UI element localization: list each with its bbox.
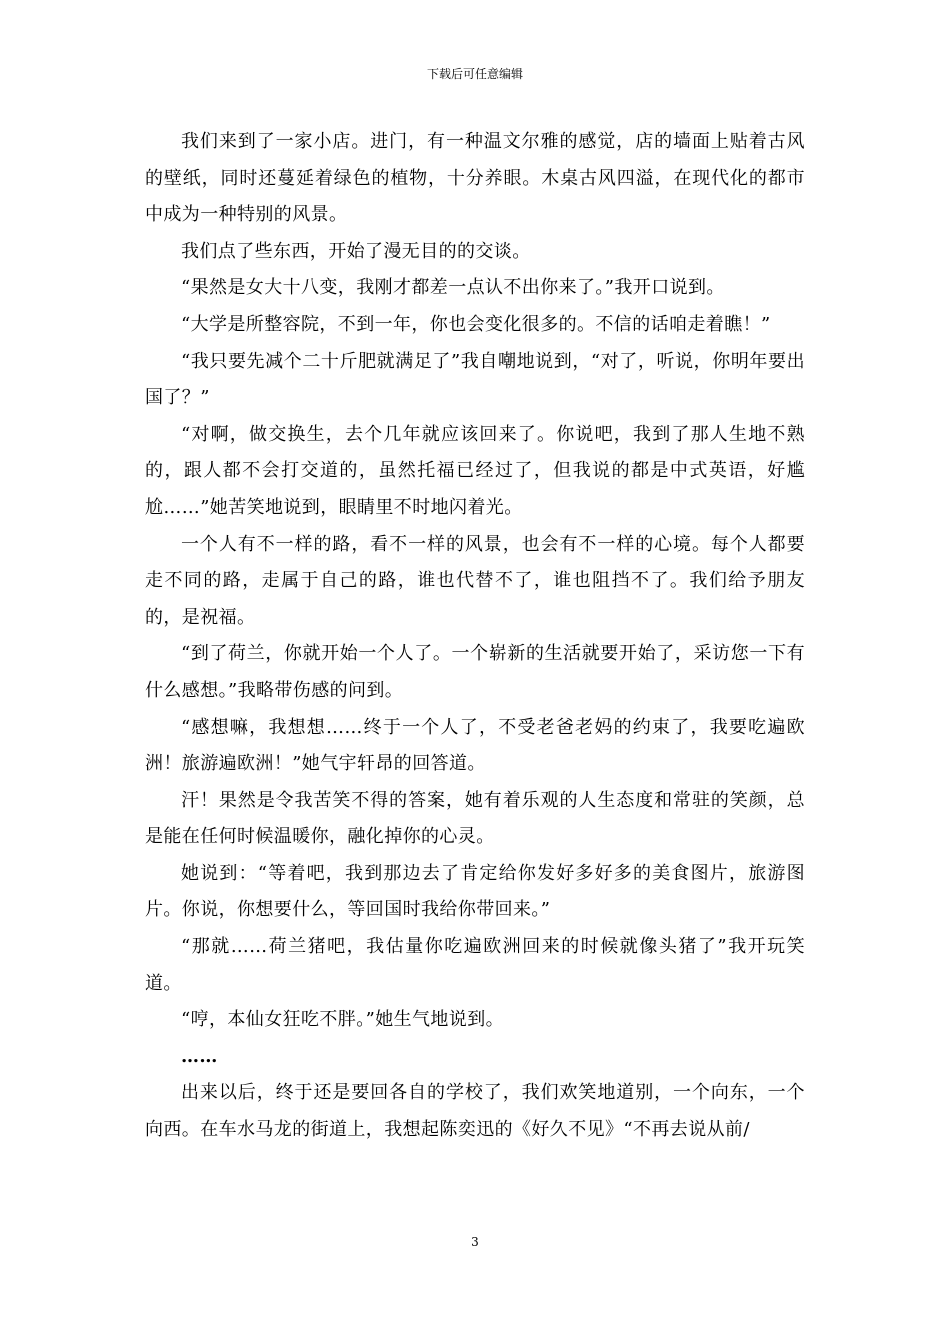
page-number: 3 bbox=[471, 1235, 479, 1249]
paragraph-7: 一个人有不一样的路，看不一样的风景，也会有不一样的心境。每个人都要走不同的路，走属于自己的路，谁也代替不了，谁也阻挡不了。我们给予朋友的，是祝福。 bbox=[145, 533, 805, 628]
paragraph-13: “哼，本仙女狂吃不胖。”她生气地说到。 bbox=[181, 1009, 505, 1031]
paragraph-3: “果然是女大十八变，我刚才都差一点认不出你来了。”我开口说到。 bbox=[181, 277, 725, 299]
paragraph-11: 她说到：“等着吧，我到那边去了肯定给你发好多好多的美食图片，旅游图片。你说，你想要什么，等回国时我给你带回来。” bbox=[145, 862, 805, 921]
paragraph-2: 我们点了些东西，开始了漫无目的的交谈。 bbox=[181, 240, 531, 262]
paragraph-8: “到了荷兰，你就开始一个人了。一个崭新的生活就要开始了，采访您一下有什么感想。”我略带伤感的问到。 bbox=[145, 643, 805, 701]
paragraph-6: “对啊，做交换生，去个几年就应该回来了。你说吧，我到了那人生地不熟的，跟人都不会打交道的，虽然托福已经过了，但我说的都是中式英语，好尴尬……”她苦笑地说到，眼睛里不时地闪着光。 bbox=[145, 423, 805, 518]
ellipsis-line: …… bbox=[181, 1045, 218, 1067]
document-body bbox=[145, 124, 805, 1149]
paragraph-15: 出来以后，终于还是要回各自的学校了，我们欢笑地道别，一个向东，一个向西。在车水马龙的街道上，我想起陈奕迅的《好久不见》“不再去说从前/ bbox=[145, 1082, 805, 1141]
paragraph-12: “那就……荷兰猪吧，我估量你吃遍欧洲回来的时候就像头猪了”我开玩笑道。 bbox=[145, 936, 805, 994]
paragraph-5: “我只要先减个二十斤肥就满足了”我自嘲地说到，“对了，听说，你明年要出国了？” bbox=[145, 350, 805, 409]
paragraph-4: “大学是所整容院，不到一年，你也会变化很多的。不信的话咱走着瞧！” bbox=[181, 313, 771, 335]
paragraph-10: 汗！果然是令我苦笑不得的答案，她有着乐观的人生态度和常驻的笑颜，总是能在任何时候温暖你，融化掉你的心灵。 bbox=[145, 789, 805, 848]
page-header: 下载后可任意编辑 bbox=[426, 67, 523, 81]
paragraph-1: 我们来到了一家小店。进门，有一种温文尔雅的感觉，店的墙面上贴着古风的壁纸，同时还蔓延着绿色的植物，十分养眼。木桌古风四溢，在现代化的都市中成为一种特别的风景。 bbox=[145, 131, 805, 226]
paragraph-9: “感想嘛，我想想……终于一个人了，不受老爸老妈的约束了，我要吃遍欧洲！旅游遍欧洲！”她气宇轩昂的回答道。 bbox=[145, 716, 805, 775]
